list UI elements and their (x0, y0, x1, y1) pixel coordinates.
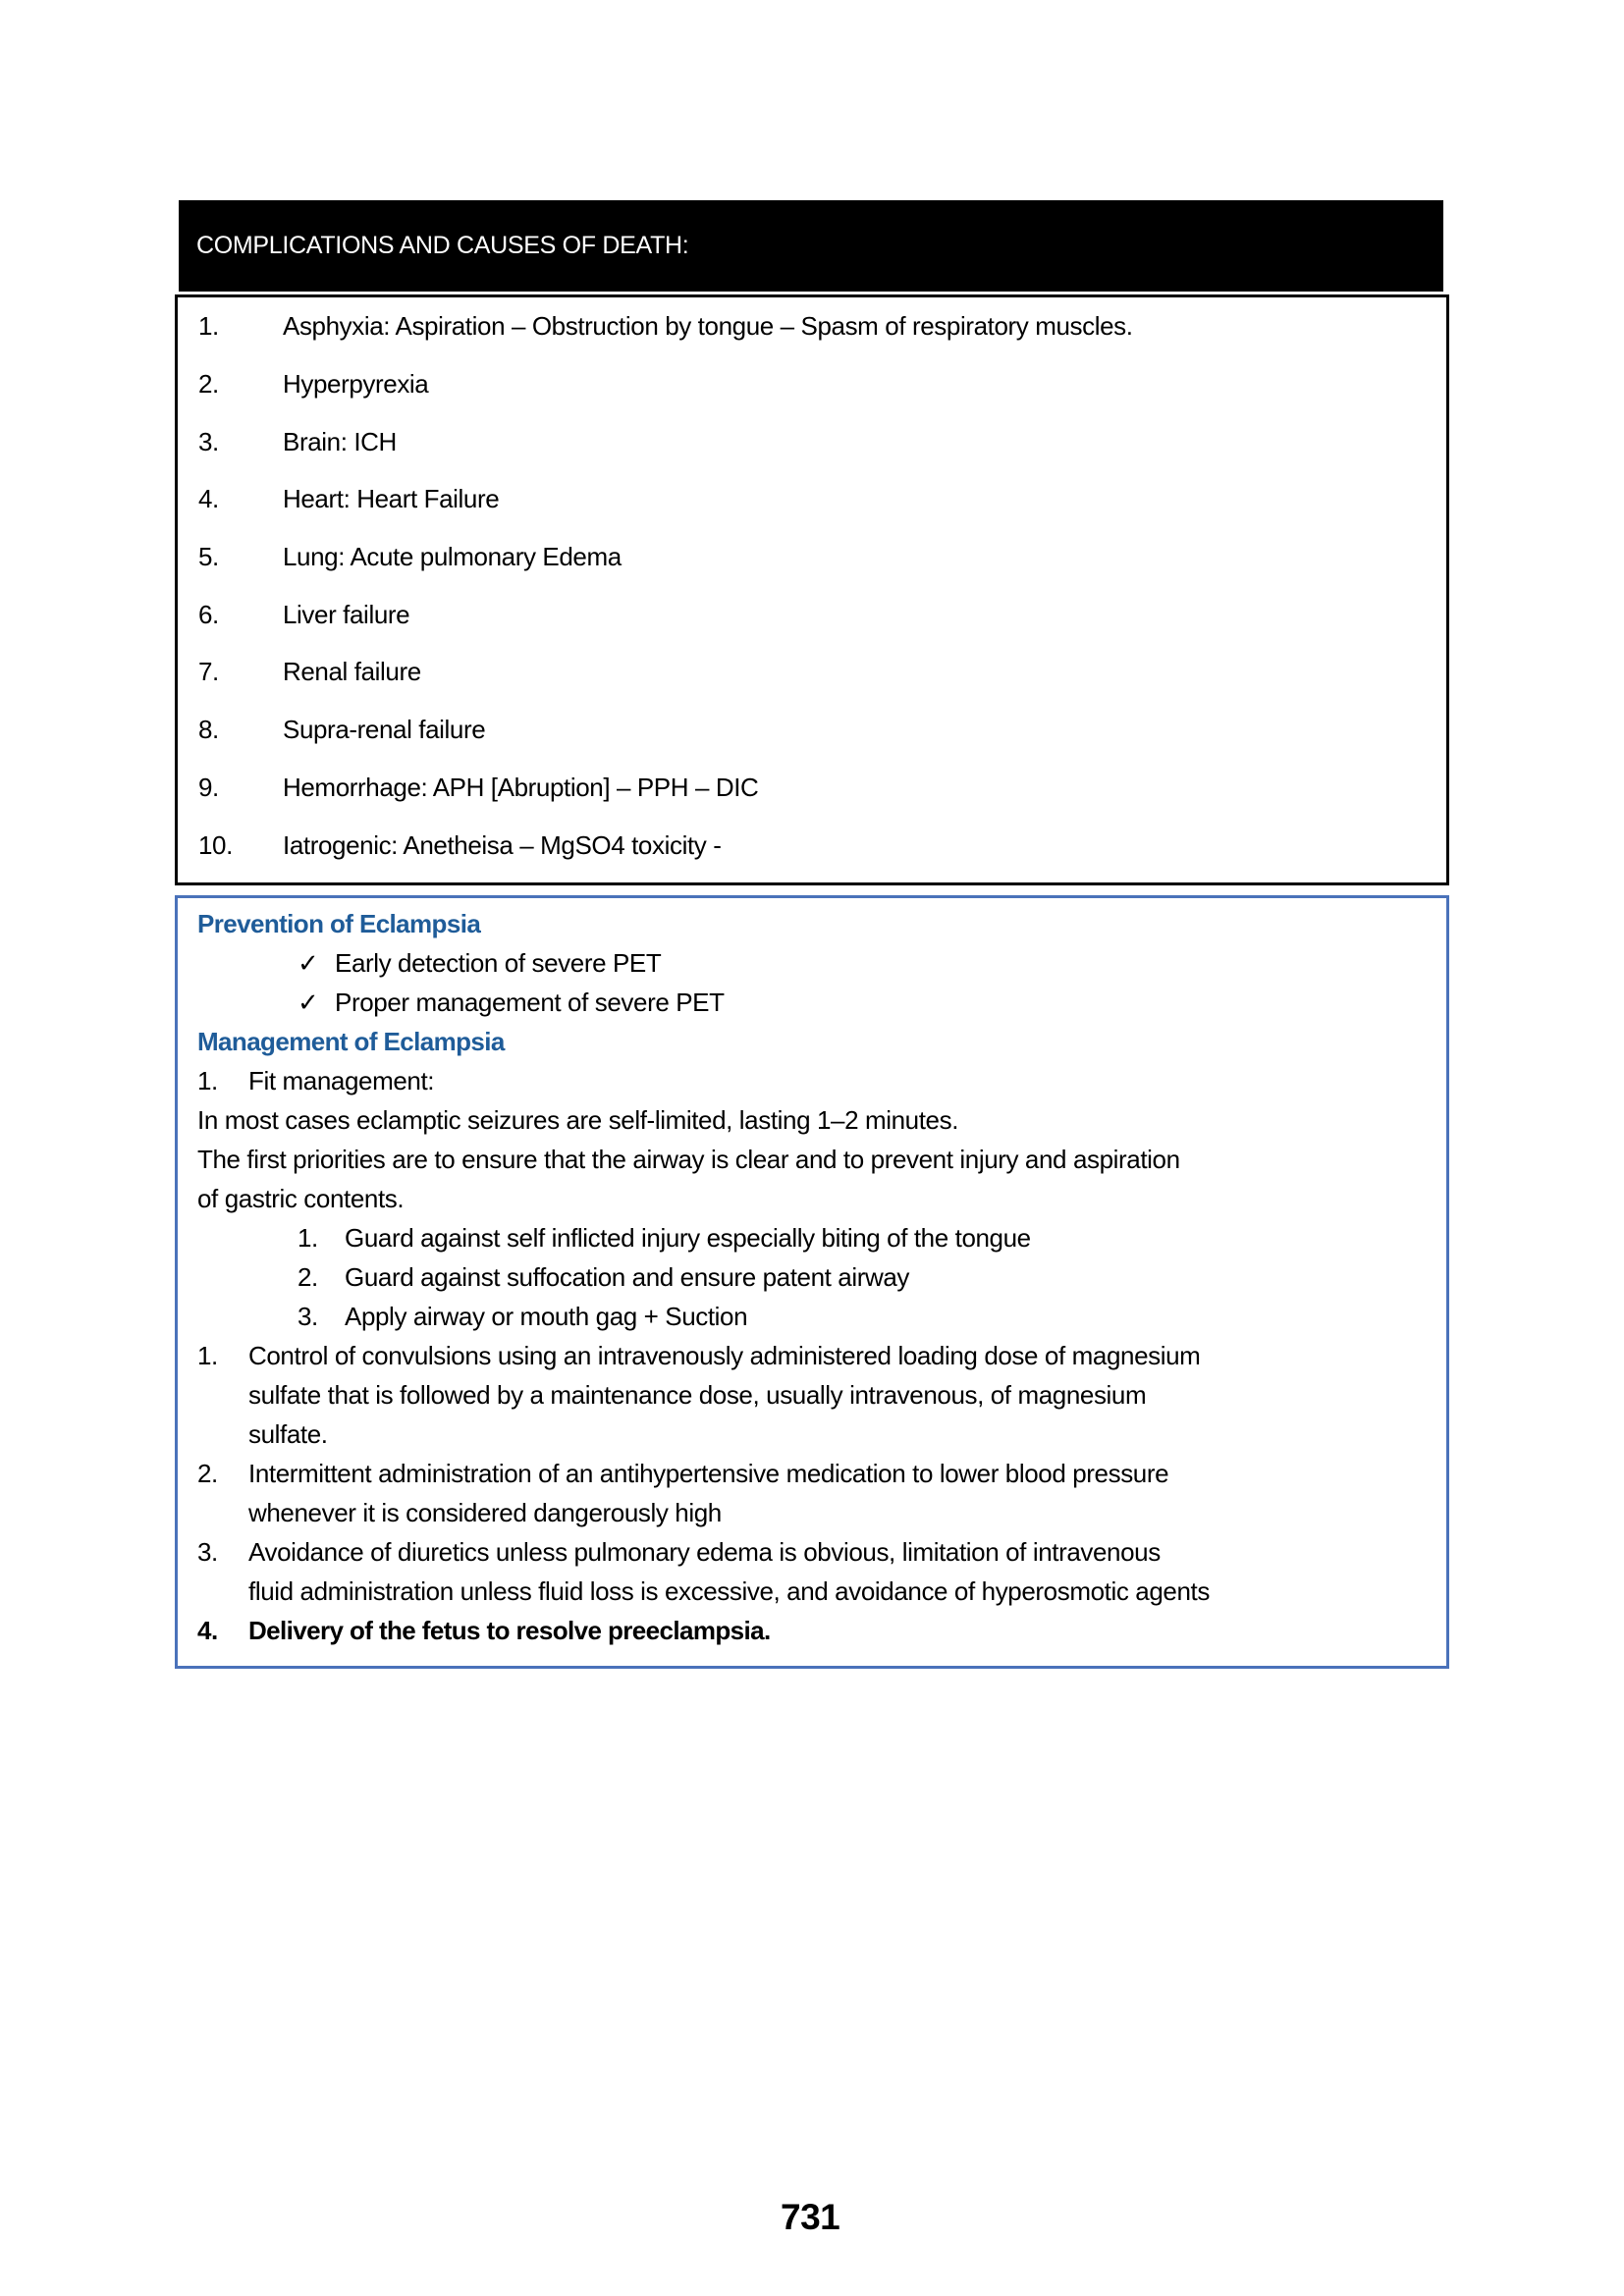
item-text: Brain: ICH (283, 427, 397, 456)
item-text: Supra-renal failure (283, 715, 486, 744)
item-number: 4. (197, 1616, 218, 1645)
item-text: Control of convulsions using an intravenously administered loading dose of magnesium (248, 1341, 1201, 1370)
item-text: Liver failure (283, 600, 410, 629)
sub-list-item (298, 1301, 747, 1332)
item-text: sulfate. (248, 1419, 328, 1449)
prevention-management-box (175, 895, 1449, 1669)
sub-list-item (298, 1222, 1031, 1254)
item-text: Heart: Heart Failure (283, 484, 500, 513)
item-number: 5. (198, 542, 219, 571)
item-number: 1. (198, 311, 219, 341)
item-text: Guard against self inflicted injury especially biting of the tongue (345, 1223, 1031, 1253)
item-text: Guard against suffocation and ensure patent airway (345, 1262, 910, 1292)
item-text: Apply airway or mouth gag + Suction (345, 1302, 748, 1331)
item-text: Avoidance of diuretics unless pulmonary edema is obvious, limitation of intravenous (248, 1537, 1161, 1567)
prevention-item-text: Proper management of severe PET (335, 988, 725, 1017)
prevention-item (298, 987, 725, 1018)
item-text: Iatrogenic: Anetheisa – MgSO4 toxicity - (283, 830, 722, 860)
item-number: 6. (198, 600, 219, 629)
item-text: Delivery of the fetus to resolve preeclampsia. (248, 1616, 771, 1645)
complications-list (175, 294, 1449, 885)
fit-management-item (197, 1065, 434, 1096)
page-number: 731 (781, 2197, 840, 2237)
checkmark-icon: ✓ (298, 988, 319, 1017)
paragraph: of gastric contents. (197, 1184, 405, 1213)
item-number: 1. (197, 1341, 218, 1370)
item-number: 3. (197, 1537, 218, 1567)
item-number: 8. (198, 715, 219, 744)
management-heading: Management of Eclampsia (197, 1027, 505, 1056)
prevention-item (298, 947, 661, 979)
item-text: whenever it is considered dangerously high (248, 1498, 722, 1527)
item-number: 3. (198, 427, 219, 456)
sub-list-item (298, 1261, 909, 1293)
item-number: 3. (298, 1302, 318, 1331)
paragraph: The first priorities are to ensure that the airway is clear and to prevent injury and aspiration (197, 1145, 1180, 1174)
item-text: Asphyxia: Aspiration – Obstruction by tongue – Spasm of respiratory muscles. (283, 311, 1133, 341)
item-text: sulfate that is followed by a maintenance dose, usually intravenous, of magnesium (248, 1380, 1147, 1410)
item-number: 4. (198, 484, 219, 513)
item-number: 1. (298, 1223, 318, 1253)
item-text: Fit management: (248, 1066, 435, 1095)
item-number: 2. (298, 1262, 318, 1292)
checkmark-icon: ✓ (298, 948, 319, 978)
item-number: 7. (198, 657, 219, 686)
prevention-item-text: Early detection of severe PET (335, 948, 662, 978)
complications-title: COMPLICATIONS AND CAUSES OF DEATH: (196, 232, 689, 259)
item-number: 1. (197, 1066, 218, 1095)
prevention-heading: Prevention of Eclampsia (197, 909, 481, 938)
item-text: Hyperpyrexia (283, 369, 429, 399)
item-text: Lung: Acute pulmonary Edema (283, 542, 622, 571)
item-number: 10. (198, 830, 233, 860)
item-number: 9. (198, 773, 219, 802)
paragraph: In most cases eclamptic seizures are self-limited, lasting 1–2 minutes. (197, 1105, 959, 1135)
complications-header (179, 200, 1443, 292)
item-text: Intermittent administration of an antihypertensive medication to lower blood pressure (248, 1459, 1169, 1488)
item-text: Renal failure (283, 657, 421, 686)
item-text: fluid administration unless fluid loss is excessive, and avoidance of hyperosmotic agents (248, 1576, 1210, 1606)
item-number: 2. (198, 369, 219, 399)
item-number: 2. (197, 1459, 218, 1488)
item-text: Hemorrhage: APH [Abruption] – PPH – DIC (283, 773, 759, 802)
